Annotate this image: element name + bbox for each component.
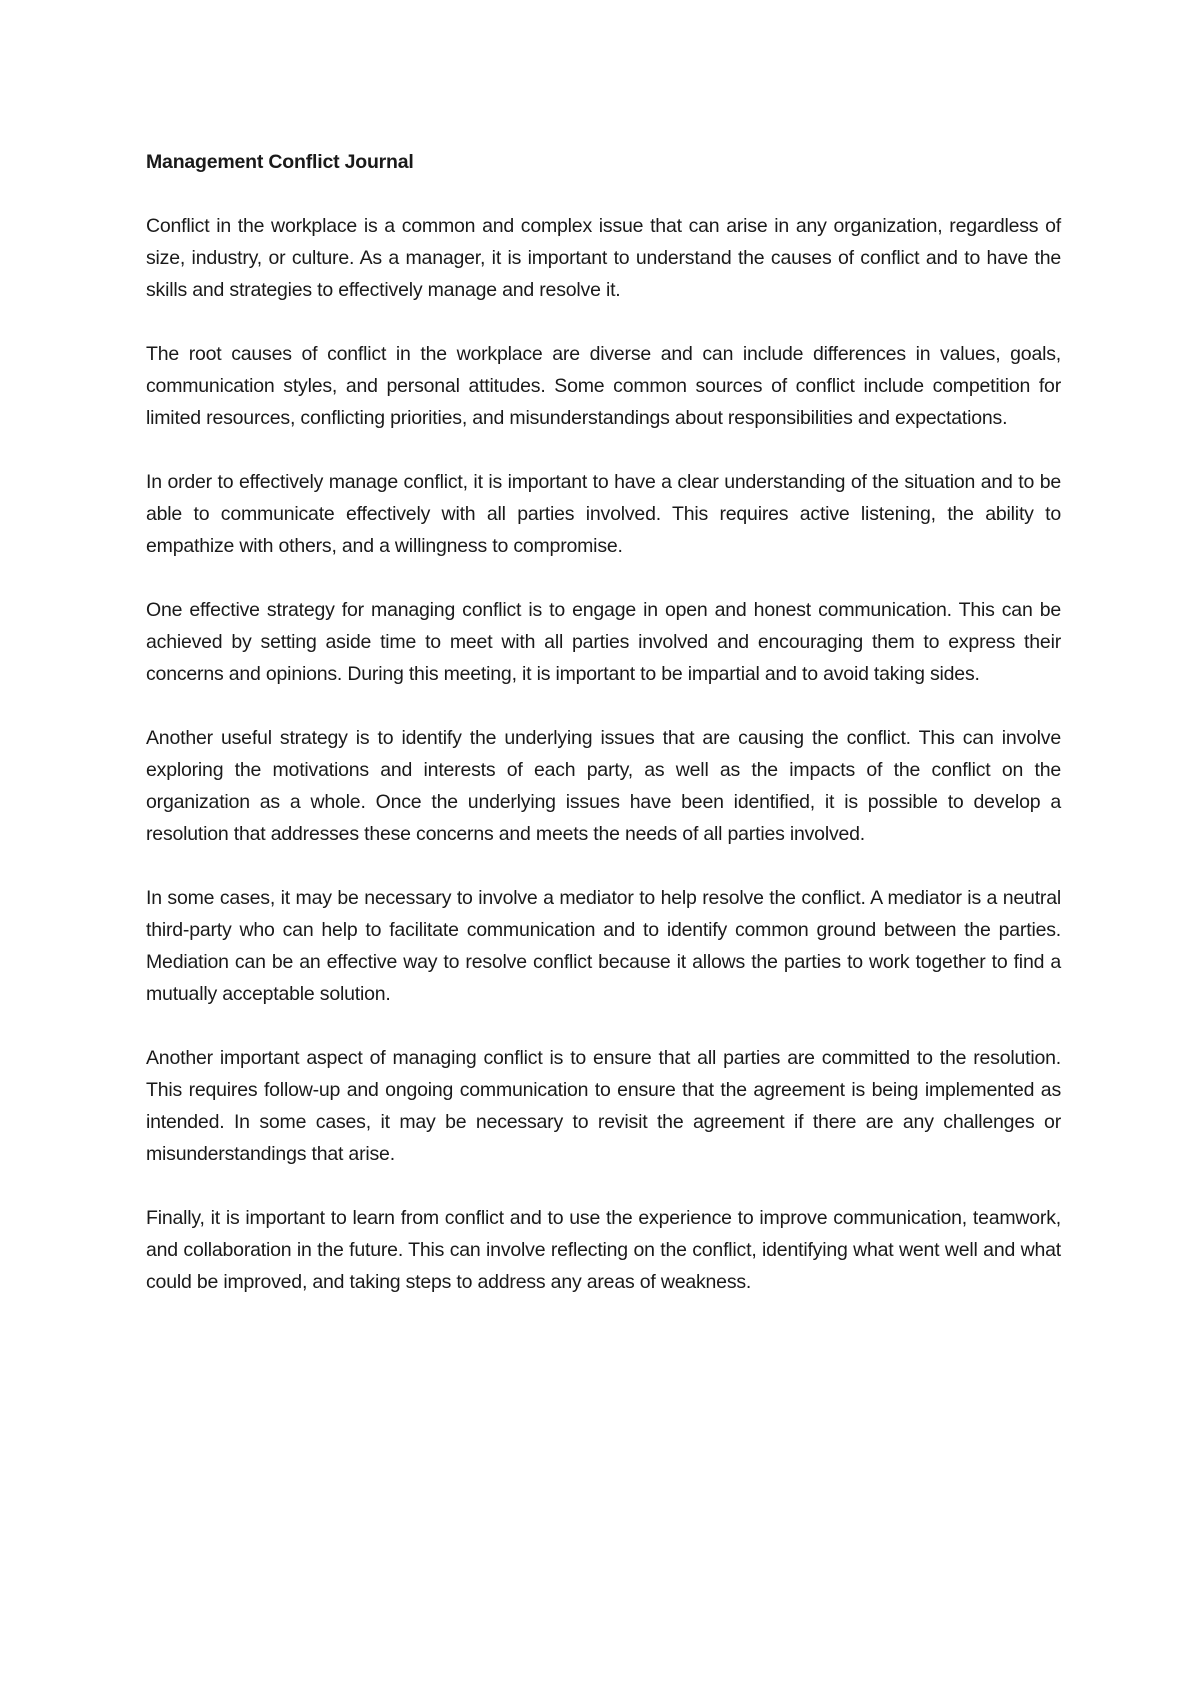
paragraph-7: Another important aspect of managing conflict is to ensure that all parties are committed to the resolution. This requires follow-up and ongoing communication to ensure that the agreement is being implemented as intended. In some cases, it may be necessary to revisit the agreement if there are any challenges or misunderstandings that arise.	[146, 1047, 1061, 1165]
document-body	[146, 146, 1061, 1298]
document-title: Management Conflict Journal	[146, 151, 414, 173]
paragraph-5: Another useful strategy is to identify the underlying issues that are causing the conflict. This can involve exploring the motivations and interests of each party, as well as the impacts of the conflict on the organization as a whole. Once the underlying issues have been identified, it is possible to develop a resolution that addresses these concerns and meets the needs of all parties involved.	[146, 727, 1061, 845]
paragraph-3: In order to effectively manage conflict, it is important to have a clear understanding of the situation and to be able to communicate effectively with all parties involved. This requires active listening, the ability to empathize with others, and a willingness to compromise.	[146, 471, 1061, 557]
paragraph-8: Finally, it is important to learn from conflict and to use the experience to improve communication, teamwork, and collaboration in the future. This can involve reflecting on the conflict, identifying what went well and what could be improved, and taking steps to address any areas of weakness.	[146, 1207, 1061, 1293]
paragraph-1: Conflict in the workplace is a common and complex issue that can arise in any organization, regardless of size, industry, or culture. As a manager, it is important to understand the causes of conflict and to have the skills and strategies to effectively manage and resolve it.	[146, 215, 1061, 301]
paragraph-6: In some cases, it may be necessary to involve a mediator to help resolve the conflict. A mediator is a neutral third-party who can help to facilitate communication and to identify common ground between the parties. Mediation can be an effective way to resolve conflict because it allows the parties to work together to find a mutually acceptable solution.	[146, 887, 1061, 1005]
paragraph-4: One effective strategy for managing conflict is to engage in open and honest communication. This can be achieved by setting aside time to meet with all parties involved and encouraging them to express their concerns and opinions. During this meeting, it is important to be impartial and to avoid taking sides.	[146, 599, 1061, 685]
paragraph-2: The root causes of conflict in the workplace are diverse and can include differences in values, goals, communication styles, and personal attitudes. Some common sources of conflict include competition for limited resources, conflicting priorities, and misunderstandings about responsibilities and expectations.	[146, 343, 1061, 429]
